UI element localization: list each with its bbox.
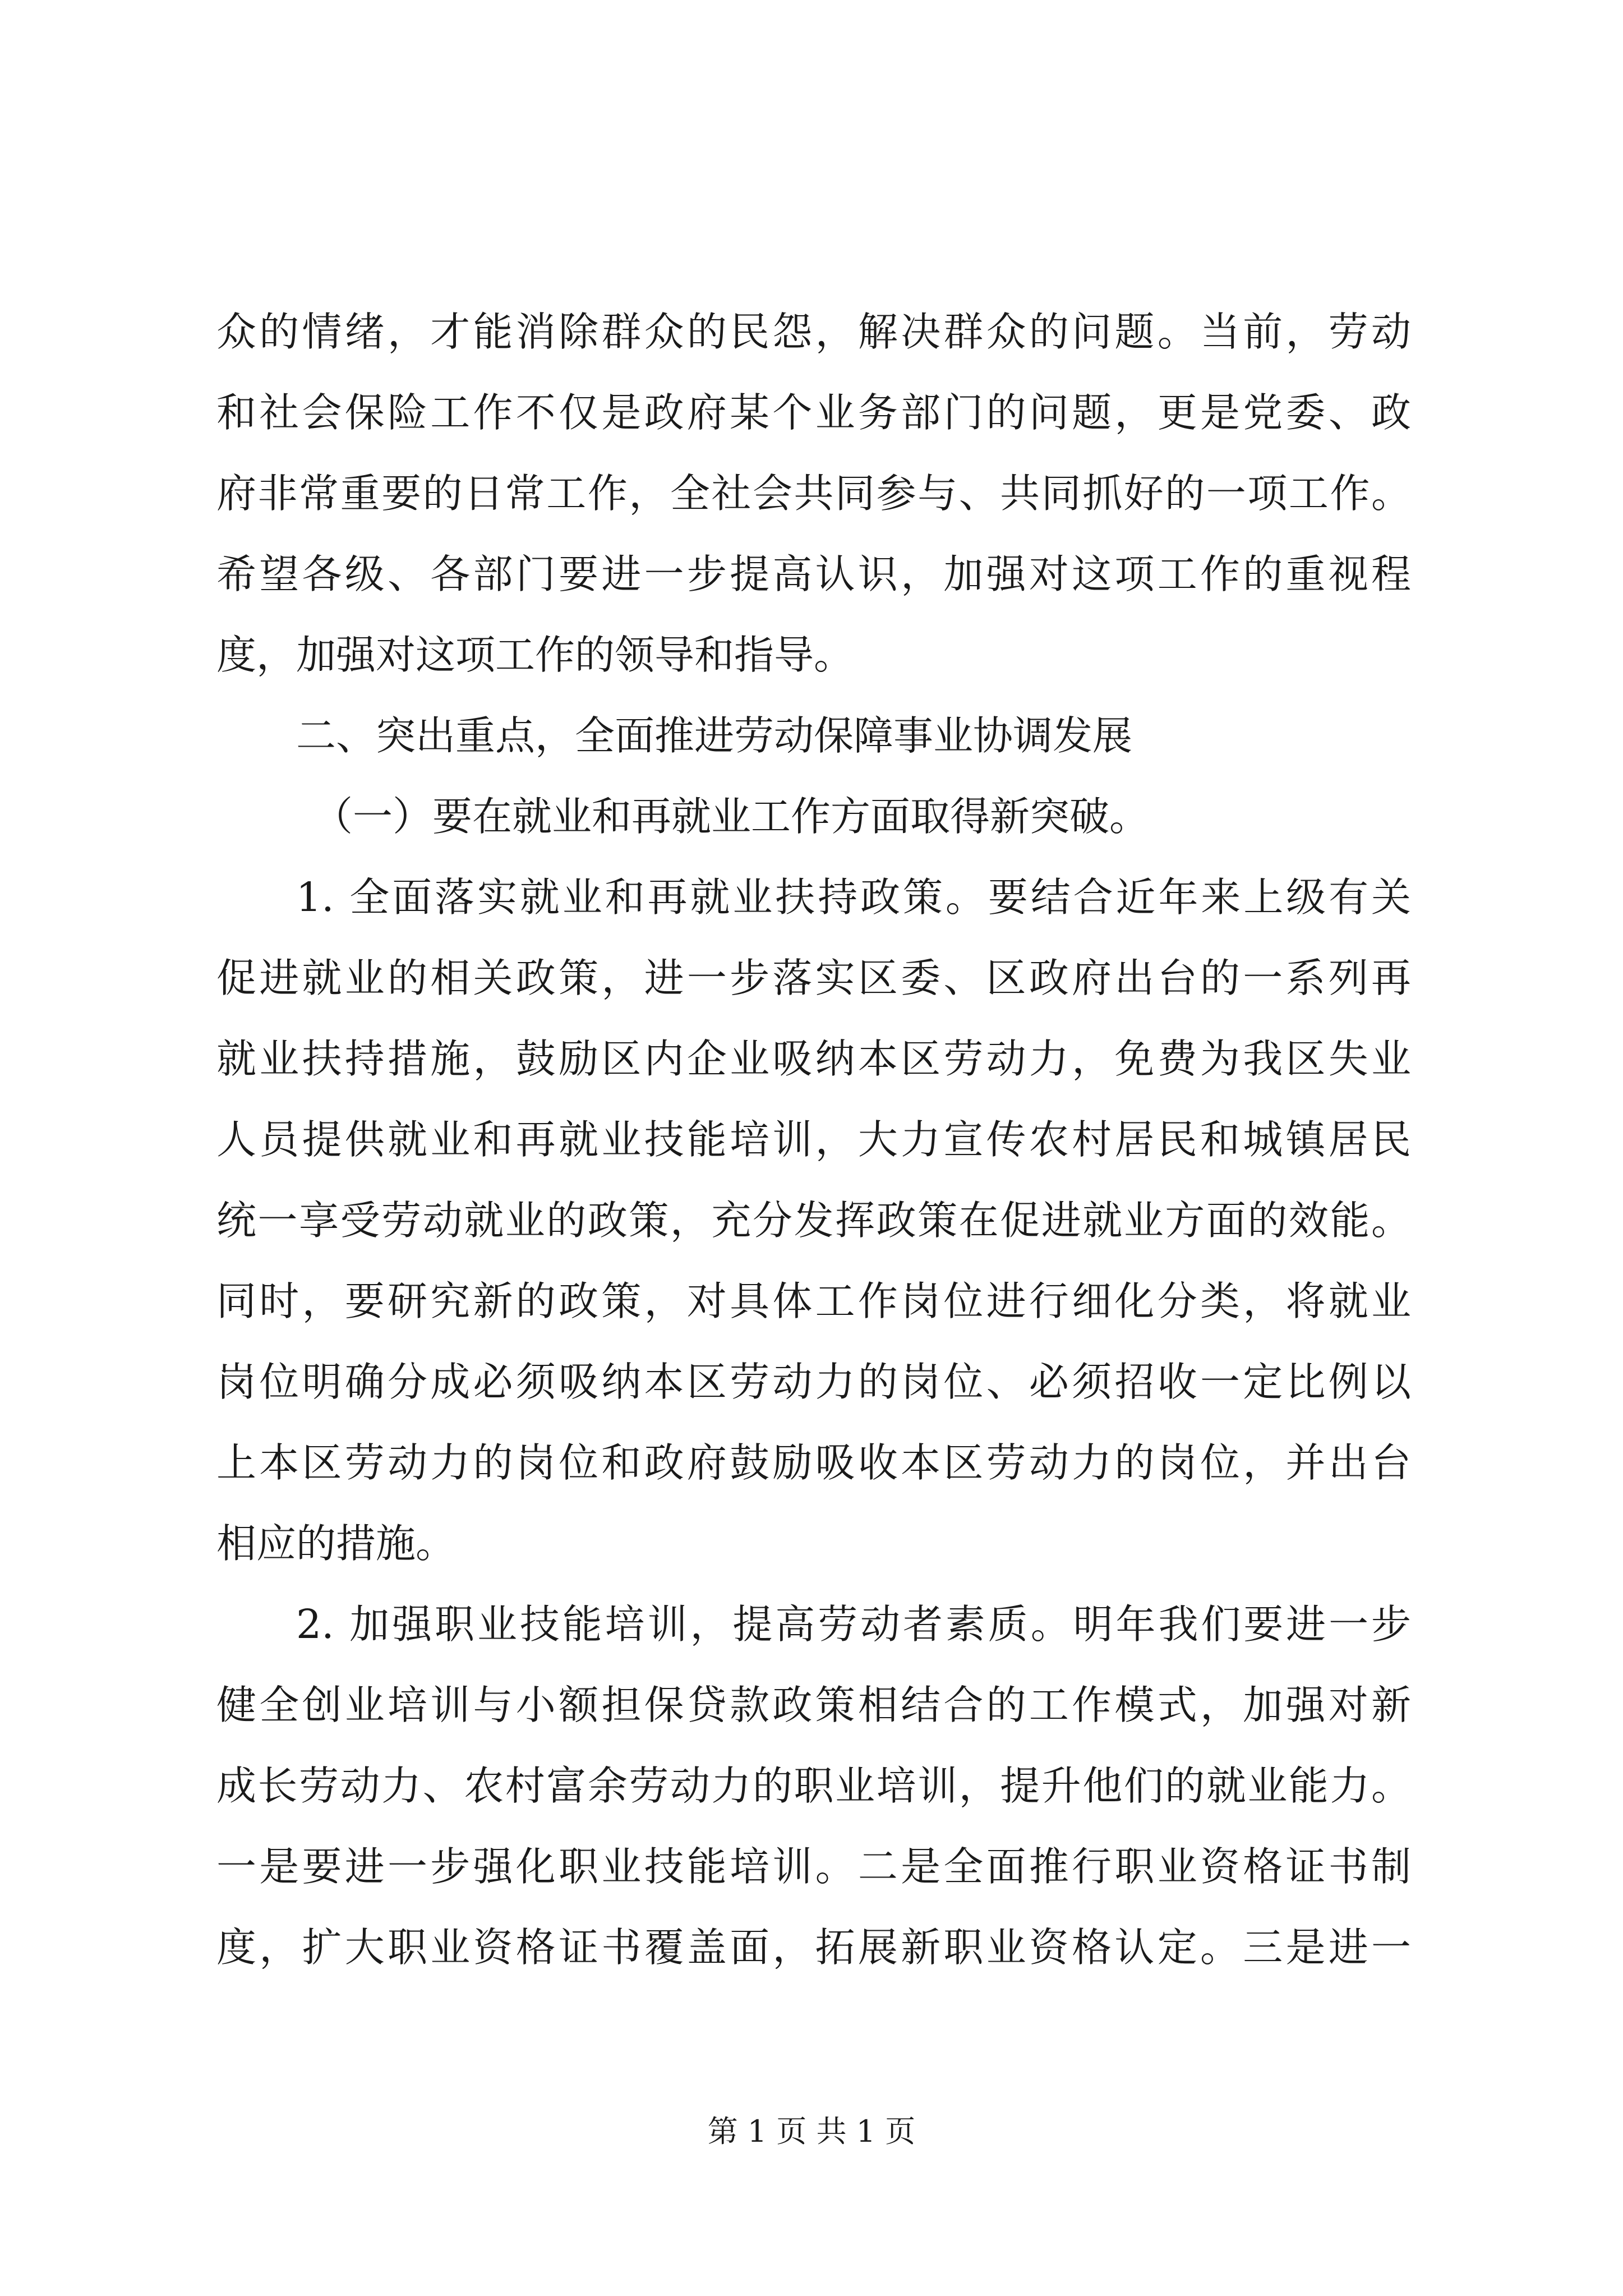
text-line: 上本区劳动力的岗位和政府鼓励吸收本区劳动力的岗位，并出台 xyxy=(216,1439,1411,1486)
document-body xyxy=(216,292,1411,1988)
text-line: 府非常重要的日常工作，全社会共同参与、共同抓好的一项工作。 xyxy=(216,470,1411,517)
text-line: 度，扩大职业资格证书覆盖面，拓展新职业资格认定。三是进一 xyxy=(216,1924,1411,1971)
text-line: 1. 全面落实就业和再就业扶持政策。要结合近年来上级有关 xyxy=(296,874,1411,921)
text-line: 健全创业培训与小额担保贷款政策相结合的工作模式，加强对新 xyxy=(216,1682,1411,1728)
text-line: 度，加强对这项工作的领导和指导。 xyxy=(216,632,854,678)
text-line: 相应的措施。 xyxy=(216,1520,456,1567)
text-line: 人员提供就业和再就业技能培训，大力宣传农村居民和城镇居民 xyxy=(216,1116,1411,1163)
section-heading: 二、突出重点，全面推进劳动保障事业协调发展 xyxy=(296,712,1133,759)
text-line: 统一享受劳动就业的政策，充分发挥政策在促进就业方面的效能。 xyxy=(216,1197,1411,1244)
text-line: 和社会保险工作不仅是政府某个业务部门的问题，更是党委、政 xyxy=(216,389,1411,436)
text-line: 促进就业的相关政策，进一步落实区委、区政府出台的一系列再 xyxy=(216,955,1411,1001)
text-line: 众的情绪，才能消除群众的民怨，解决群众的问题。当前，劳动 xyxy=(216,309,1411,355)
text-line: 希望各级、各部门要进一步提高认识，加强对这项工作的重视程 xyxy=(216,551,1411,597)
text-line: 一是要进一步强化职业技能培训。二是全面推行职业资格证书制 xyxy=(216,1843,1411,1890)
text-line: 成长劳动力、农村富余劳动力的职业培训，提升他们的就业能力。 xyxy=(216,1763,1411,1809)
text-line: 2. 加强职业技能培训，提高劳动者素质。明年我们要进一步 xyxy=(296,1601,1411,1648)
text-line: 就业扶持措施，鼓励区内企业吸纳本区劳动力，免费为我区失业 xyxy=(216,1036,1411,1082)
page-footer: 第 1 页 共 1 页 xyxy=(707,2114,916,2149)
text-line: 岗位明确分成必须吸纳本区劳动力的岗位、必须招收一定比例以 xyxy=(216,1359,1411,1405)
subsection-heading: （一）要在就业和再就业工作方面取得新突破。 xyxy=(313,793,1150,840)
text-line: 同时，要研究新的政策，对具体工作岗位进行细化分类，将就业 xyxy=(216,1278,1411,1324)
